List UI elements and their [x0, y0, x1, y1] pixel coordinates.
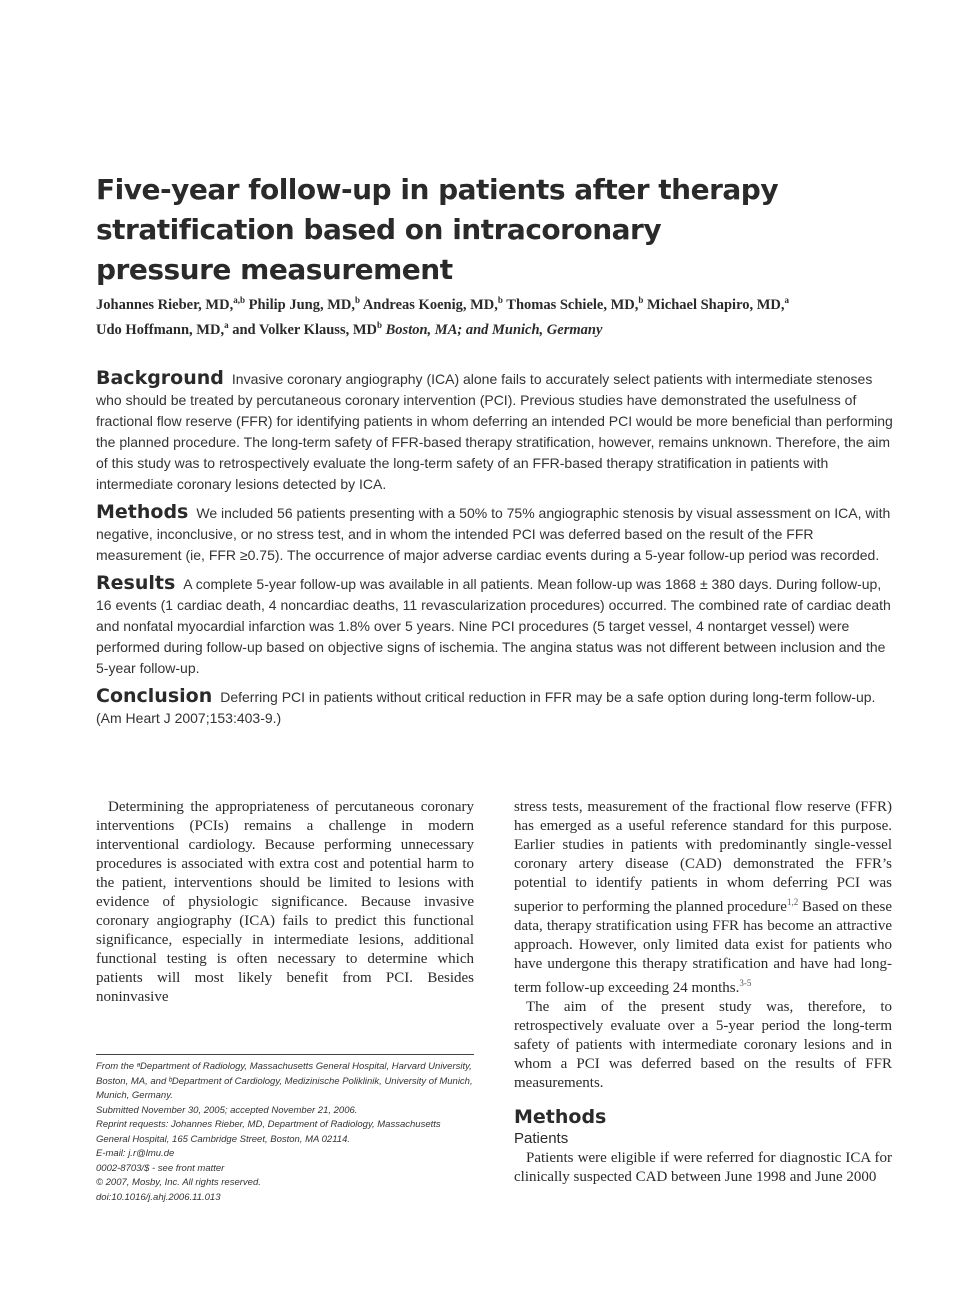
paragraph-text: stress tests, measurement of the fractional flow reserve (FFR) has emerged as a useful reference standard for this purpose. Earlier studies in patients with predominantly single-vessel coronary artery disease (CAD) demonstrated the FFR’s potential to identify patients in whom deferring PCI was superior to performing the planned procedure	[514, 799, 892, 915]
author-affiliation: a	[784, 295, 790, 305]
footnote-doi: doi:10.1016/j.ahj.2006.11.013	[96, 1191, 221, 1203]
abstract-conclusion-text: Deferring PCI in patients without critical reduction in FFR may be a safe option during long-term follow-up. (Am Heart J 2007;153:403-9.)	[96, 689, 876, 726]
patients-paragraph: Patients were eligible if were referred for diagnostic ICA for clinically suspected CAD between June 1998 and June 2000	[514, 1150, 892, 1185]
title-line-1: Five-year follow-up in patients after therapy	[96, 173, 779, 206]
citation-link[interactable]: 3-5	[739, 978, 752, 988]
author: and Volker Klauss, MD	[228, 321, 377, 338]
aim-paragraph: The aim of the present study was, therefore, to retrospectively evaluate over a 5-year period the long-term safety of patients with intermediate coronary lesions and in whom a PCI was deferred based on the results of FFR measurements.	[514, 999, 892, 1091]
author-affiliation: b	[354, 295, 360, 305]
footnote-divider	[96, 1054, 474, 1055]
footnote-copyright: © 2007, Mosby, Inc. All rights reserved.	[96, 1177, 261, 1188]
abstract-methods	[96, 502, 894, 566]
abstract-results	[96, 573, 894, 679]
footnote-email: E-mail: j.r@lmu.de	[96, 1148, 175, 1159]
citation-link[interactable]: 1,2	[786, 897, 799, 907]
author: Thomas Schiele, MD,	[502, 296, 639, 313]
title-line-3: pressure measurement	[96, 253, 453, 286]
footnotes	[96, 1060, 476, 1205]
author: Andreas Koenig, MD,	[360, 296, 498, 313]
author: Udo Hoffmann, MD,	[96, 321, 225, 338]
body-column-right	[514, 798, 892, 1187]
subsection-heading-patients: Patients	[514, 1130, 569, 1147]
paragraph-text: Based on these data, therapy stratification using FFR has become an attractive approach. However, only limited data exist for patients who have undergone this therapy stratification and have had long-term follow-up exceeding 24 months.	[514, 899, 892, 996]
footnote-issn: 0002-8703/$ - see front matter	[96, 1162, 225, 1174]
title-line-2: stratification based on intracoronary	[96, 213, 662, 246]
abstract-methods-text: We included 56 patients presenting with a 50% to 75% angiographic stenosis by visual assessment on ICA, with negative, inconclusive, or no stress test, and in whom the intended PCI was deferred based on the result of the FFR measurement (ie, FFR ≥0.75). The occurrence of major adverse cardiac events during a 5-year follow-up period was recorded.	[96, 505, 891, 563]
abstract-methods-heading: Methods	[96, 501, 189, 523]
author-affiliation: a,b	[233, 295, 245, 305]
body-column-left	[96, 798, 474, 1007]
author-location: Boston, MA; and Munich, Germany	[382, 321, 603, 338]
author: Philip Jung, MD,	[245, 296, 355, 313]
author: Michael Shapiro, MD,	[643, 296, 785, 313]
intro-paragraph-continued	[514, 798, 892, 998]
article-title	[96, 170, 856, 290]
author-affiliation: b	[638, 295, 644, 305]
author-affiliation: b	[497, 295, 503, 305]
author-affiliation: b	[377, 319, 383, 330]
abstract-results-text: A complete 5-year follow-up was available in all patients. Mean follow-up was 1868 ± 380 days. During follow-up, 16 events (1 cardiac death, 4 noncardiac deaths, 11 revascularization procedures) occurred. The combined rate of cardiac death and nonfatal myocardial infarction was 1.8% over 5 years. Nine PCI procedures (5 target vessel, 4 nontarget vessel) were performed during follow-up based on objective signs of ischemia. The angina status was not different between inclusion and the 5-year follow-up.	[96, 576, 891, 676]
footnote-affiliations: From the ᵃDepartment of Radiology, Massachusetts General Hospital, Harvard University, Boston, MA, and ᵇDepartment of Cardiology, Medizinische Poliklinik, University of Munich, Munich, Germany.	[96, 1061, 473, 1101]
abstract-background-text: Invasive coronary angiography (ICA) alone fails to accurately select patients with intermediate stenoses who should be treated by percutaneous coronary intervention (PCI). Previous studies have demonstrated the usefulness of fractional flow reserve (FFR) for identifying patients in whom deferring an intended PCI would be more beneficial than performing the planned procedure. The long-term safety of FFR-based therapy stratification, however, remains unknown. Therefore, the aim of this study was to retrospectively evaluate the long-term safety of an FFR-based therapy stratification in patients with intermediate coronary lesions detected by ICA.	[96, 371, 893, 492]
abstract-results-heading: Results	[96, 572, 176, 594]
author-list	[96, 290, 896, 340]
footnote-reprint: Reprint requests: Johannes Rieber, MD, Department of Radiology, Massachusetts General Hospital, 165 Cambridge Street, Boston, MA 02114.	[96, 1119, 441, 1145]
abstract-conclusion-heading: Conclusion	[96, 685, 213, 707]
abstract-background-heading: Background	[96, 367, 224, 389]
abstract	[96, 368, 894, 736]
abstract-conclusion	[96, 686, 894, 729]
section-heading-methods: Methods	[514, 1106, 607, 1128]
author-affiliation: a	[224, 319, 229, 330]
footnote-submitted: Submitted November 30, 2005; accepted November 21, 2006.	[96, 1104, 358, 1116]
abstract-background	[96, 368, 894, 495]
author: Johannes Rieber, MD,	[96, 296, 234, 313]
intro-paragraph: Determining the appropriateness of percutaneous coronary interventions (PCIs) remains a challenge in modern interventional cardiology. Because performing unnecessary procedures is associated with extra cost and potential harm to the patient, interventions should be limited to lesions with evidence of physiologic significance. Because invasive coronary angiography (ICA) fails to predict this functional significance, especially in intermediate lesions, additional functional testing is often necessary to determine which patients will most likely benefit from PCI. Besides noninvasive	[96, 799, 474, 1005]
